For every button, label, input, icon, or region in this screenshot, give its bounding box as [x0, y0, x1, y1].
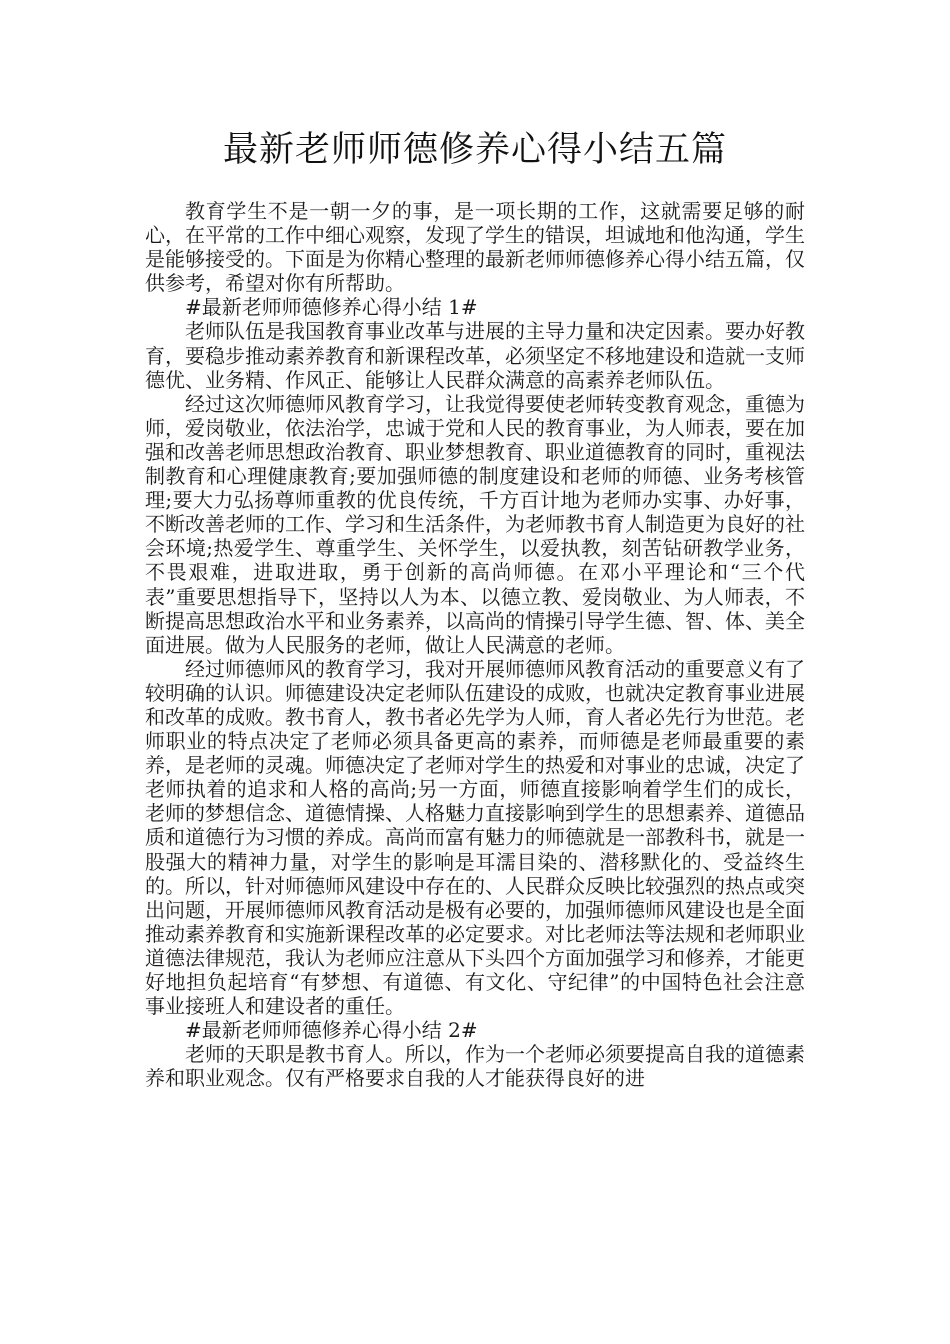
- body-paragraph: 经过师德师风的教育学习，我对开展师德师风教育活动的重要意义有了较明确的认识。师德建设决定老师队伍建设的成败，也就决定教育事业进展和改革的成败。教书育人，教书者必先学为人师，育人者必先行为世范。老师职业的特点决定了老师必须具备更高的素养，而师德是老师最重要的素养，是老师的灵魂。师德决定了老师对学生的热爱和对事业的忠诚，决定了老师执着的追求和人格的高尚;另一方面，师德直接影响着学生们的成长，老师的梦想信念、道德情操、人格魅力直接影响到学生的思想素养、道德品质和道德行为习惯的养成。高尚而富有魅力的师德就是一部教科书，就是一股强大的精神力量，对学生的影响是耳濡目染的、潜移默化的、受益终生的。所以，针对师德师风建设中存在的、人民群众反映比较强烈的热点或突出问题，开展师德师风教育活动是极有必要的，加强师德师风建设也是全面推动素养教育和实施新课程改革的必定要求。对比老师法等法规和老师职业道德法律规范，我认为老师应注意从下头四个方面加强学习和修养，才能更好地担负起培育“有梦想、有道德、有文化、守纪律”的中国特色社会注意事业接班人和建设者的重任。: [145, 656, 805, 1019]
- body-paragraph: 老师的天职是教书育人。所以，作为一个老师必须要提高自我的道德素养和职业观念。仅有严格要求自我的人才能获得良好的进: [145, 1042, 805, 1091]
- section-heading-2: #最新老师师德修养心得小结 2#: [185, 1018, 478, 1043]
- document-title: 最新老师师德修养心得小结五篇: [222, 130, 727, 170]
- section-heading-1: #最新老师师德修养心得小结 1#: [185, 295, 478, 320]
- document-body: [145, 199, 805, 1090]
- body-paragraph: 老师队伍是我国教育事业改革与进展的主导力量和决定因素。要办好教育，要稳步推动素养教育和新课程改革，必须坚定不移地建设和造就一支师德优、业务精、作风正、能够让人民群众满意的高素养老师队伍。: [145, 319, 805, 392]
- body-paragraph: 经过这次师德师风教育学习，让我觉得要使老师转变教育观念，重德为师，爱岗敬业，依法治学，忠诚于党和人民的教育事业，为人师表，要在加强和改善老师思想政治教育、职业梦想教育、职业道德教育的同时，重视法制教育和心理健康教育;要加强师德的制度建设和老师的师德、业务考核管理;要大力弘扬尊师重教的优良传统，千方百计地为老师办实事、办好事，不断改善老师的工作、学习和生活条件，为老师教书育人制造更为良好的社会环境;热爱学生、尊重学生、关怀学生，以爱执教，刻苦钻研教学业务，不畏艰难，进取进取，勇于创新的高尚师德。在邓小平理论和“三个代表”重要思想指导下，坚持以人为本、以德立教、爱岗敬业、为人师表，不断提高思想政治水平和业务素养，以高尚的情操引导学生德、智、体、美全面进展。做为人民服务的老师，做让人民满意的老师。: [145, 391, 805, 657]
- intro-paragraph: 教育学生不是一朝一夕的事，是一项长期的工作，这就需要足够的耐心，在平常的工作中细心观察，发现了学生的错误，坦诚地和他沟通，学生是能够接受的。下面是为你精心整理的最新老师师德修养心得小结五篇，仅供参考，希望对你有所帮助。: [145, 199, 805, 296]
